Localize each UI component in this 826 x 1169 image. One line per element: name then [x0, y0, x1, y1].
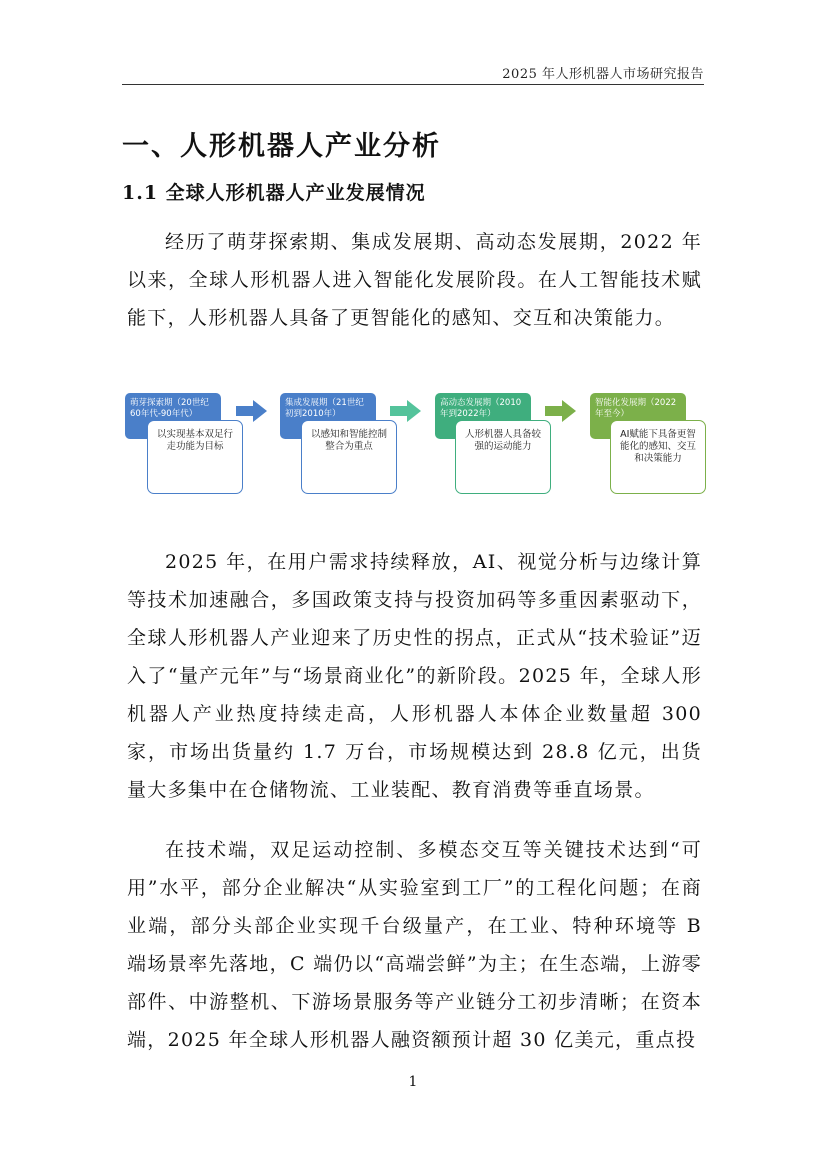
- stage-1-head: 萌芽探索期（20世纪60年代-90年代）: [125, 393, 221, 439]
- paragraph-2: 2025 年，在用户需求持续释放，AI、视觉分析与边缘计算等技术加速融合，多国政策支持与投资加码等多重因素驱动下，全球人形机器人产业迎来了历史性的拐点，正式从“技术验证”迈入了“量产元年”与“场景商业化”的新阶段。2025 年，全球人形机器人产业热度持续走高，人形机器人本体企业数量超 300 家，市场出货量约 1.7 万台，市场规模达到 28.8 亿元，出货量大多集中在仓储物流、工业装配、教育消费等垂直场景。: [127, 551, 702, 801]
- paragraph-3: 在技术端，双足运动控制、多模态交互等关键技术达到“可用”水平，部分企业解决“从实验室到工厂”的工程化问题；在商业端，部分头部企业实现千台级量产，在工业、特种环境等 B 端场景率先落地，C 端仍以“高端尝鲜”为主；在生态端，上游零部件、中游整机、下游场景服务等产业链分工初步清晰；在资本端，2025 年全球人形机器人融资额预计超 30 亿美元，重点投: [127, 839, 702, 1051]
- stage-3-desc: 人形机器人具备较强的运动能力: [455, 420, 551, 494]
- section-title: 一、人形机器人产业分析: [122, 131, 441, 162]
- stage-2-desc: 以感知和智能控制整合为重点: [301, 420, 397, 494]
- header-rule: [122, 84, 704, 85]
- running-header: 2025 年人形机器人市场研究报告: [502, 67, 704, 82]
- stage-4-desc: AI赋能下具备更智能化的感知、交互和决策能力: [610, 420, 706, 494]
- stage-1-desc: 以实现基本双足行走功能为目标: [147, 420, 243, 494]
- stage-3-head: 高动态发展期（2010年到2022年）: [435, 393, 531, 439]
- arrow-right-icon: [236, 400, 267, 422]
- paragraph-1: 经历了萌芽探索期、集成发展期、高动态发展期，2022 年以来，全球人形机器人进入智能化发展阶段。在人工智能技术赋能下，人形机器人具备了更智能化的感知、交互和决策能力。: [127, 231, 702, 329]
- arrow-right-icon: [545, 400, 576, 422]
- stage-4-head: 智能化发展期（2022年至今）: [590, 393, 686, 439]
- subsection-title: 1.1 全球人形机器人产业发展情况: [122, 182, 426, 204]
- arrow-right-icon: [390, 400, 421, 422]
- page-number: 1: [408, 1074, 418, 1090]
- development-timeline: [125, 393, 710, 496]
- stage-2-head: 集成发展期（21世纪初到2010年）: [280, 393, 376, 439]
